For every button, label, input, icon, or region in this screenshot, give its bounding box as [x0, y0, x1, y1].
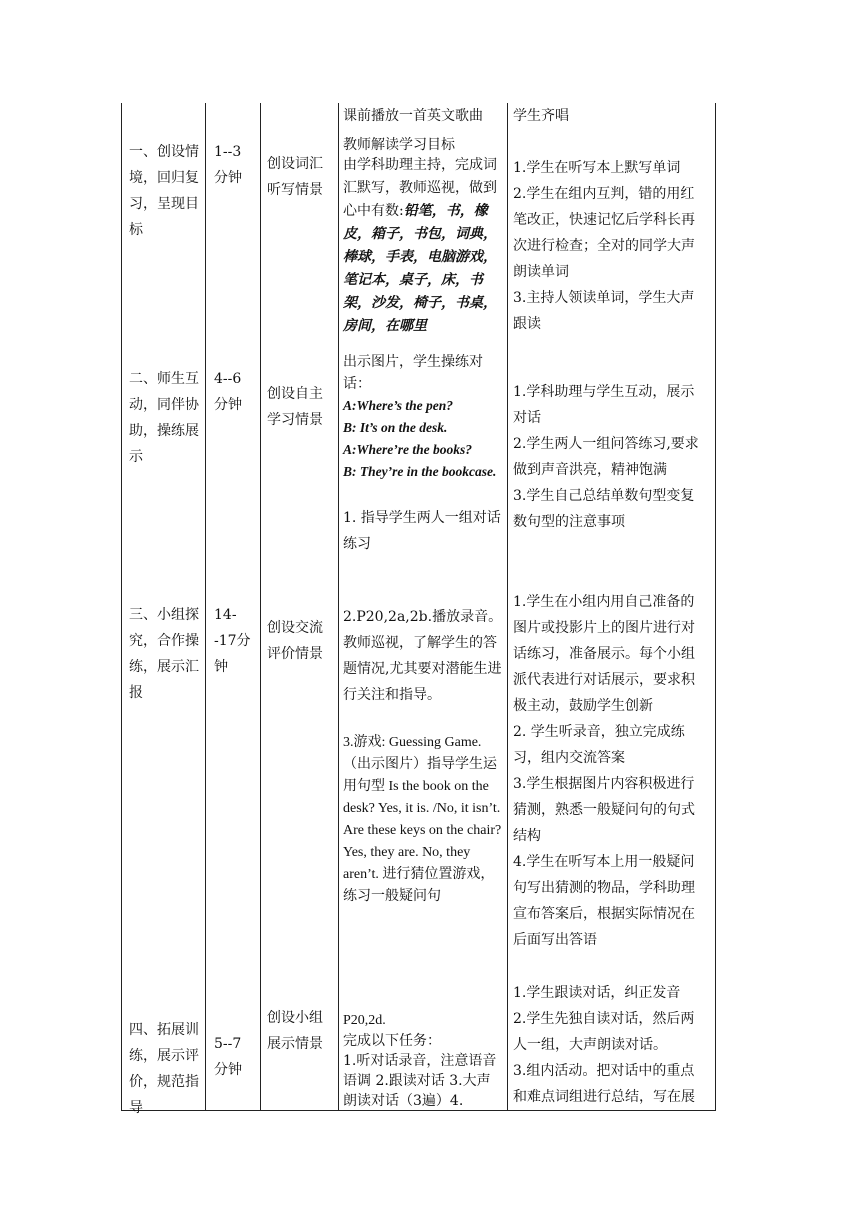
row4-student — [513, 980, 708, 1110]
column-divider-1 — [205, 103, 206, 1111]
row3-scenario-text: 创设交流评价情景 — [267, 620, 323, 662]
teacher-step-3: 3.游戏: Guessing Game.（出示图片）指导学生运用句型 Is the book on the desk? Yes, it is. /No, it isn’t. — [343, 735, 501, 816]
row4-time — [214, 1031, 254, 1083]
row4-scenario — [267, 1005, 333, 1057]
goal-text: 教师解读学习目标 — [343, 137, 455, 153]
teacher-ref: P20,2d. — [343, 1013, 386, 1028]
vocab-paragraph — [343, 154, 503, 338]
row4-student-item: 3.组内活动。把对话中的重点和难点词组进行总结，写在展 — [513, 1063, 695, 1105]
table-border-right — [715, 103, 716, 1111]
row2-scenario — [267, 381, 333, 433]
row1-stage-text: 一、创设情境，回归复习，呈现目标 — [129, 144, 199, 238]
dialog-intro: 出示图片，学生操练对话： — [343, 354, 483, 392]
row4-stage-text: 四、拓展训练，展示评价，规范指导 — [129, 1022, 199, 1116]
row3-student-item: 1.学生在小组内用自己准备的图片或投影片上的图片进行对话练习，准备展示。每个小组派代表进行对话展示，要求积极主动，鼓励学生创新 — [513, 594, 695, 714]
row3-stage-text: 三、小组探究，合作操练，展示汇报 — [129, 607, 199, 701]
row3-student-item: 3.学生根据图片内容积极进行猜测，熟悉一般疑问句的句式结构 — [513, 776, 695, 844]
row4-time-text: 5--7分钟 — [214, 1036, 242, 1078]
student-sing-text: 学生齐唱 — [513, 108, 569, 124]
row3-time-text: 14--17分钟 — [214, 607, 251, 675]
row1-stage — [129, 139, 205, 243]
row2-time — [214, 366, 254, 418]
row3-time — [214, 602, 254, 680]
row3-student — [513, 589, 708, 953]
dialog-line: B: It’s on the desk. — [343, 420, 448, 435]
dialog-line: A:Where’re the books? — [343, 442, 472, 457]
dialog-line: A:Where’s the pen? — [343, 398, 453, 413]
row2-student-item: 3.学生自己总结单数句型变复数句型的注意事项 — [513, 488, 695, 530]
teacher-steps: 1.听对话录音，注意语音语调 2.跟读对话 3.大声朗读对话（3遍）4. — [343, 1053, 497, 1109]
row2-teacher — [343, 351, 503, 557]
row1-student-item: 1.学生在听写本上默写单词 — [513, 160, 681, 176]
intro-song-text: 课前播放一首英文歌曲 — [343, 108, 483, 124]
row3-student-item: 4.学生在听写本上用一般疑问句写出猜测的物品，学科助理宣布答案后，根据实际情况在后面写出答语 — [513, 854, 695, 948]
row1-scenario-text: 创设词汇听写情景 — [267, 156, 323, 198]
dialog-line: B: They’re in the bookcase. — [343, 464, 497, 479]
teacher-step-3-cont: Are these keys on the chair? Yes, they are. No, they aren’t. 进行猜位置游戏，练习一般疑问句 — [343, 823, 502, 904]
row2-student-item: 1.学科助理与学生互动，展示对话 — [513, 384, 695, 426]
row1-time — [214, 139, 254, 191]
table-border-left — [121, 103, 122, 1111]
row3-student-item: 2. 学生听录音，独立完成练习，组内交流答案 — [513, 724, 685, 766]
teacher-task: 完成以下任务： — [343, 1033, 441, 1049]
row1-teacher — [343, 103, 503, 338]
row1-time-text: 1--3分钟 — [214, 144, 242, 186]
column-divider-3 — [338, 103, 339, 1111]
guide-text: 1. 指导学生两人一组对话练习 — [343, 510, 501, 552]
column-divider-2 — [260, 103, 261, 1111]
row3-teacher — [343, 604, 503, 908]
row2-student-item: 2.学生两人一组问答练习,要求做到声音洪亮，精神饱满 — [513, 436, 699, 478]
row2-student — [513, 379, 708, 535]
row2-stage — [129, 366, 205, 470]
row4-teacher — [343, 1011, 503, 1111]
row1-student-item: 2.学生在组内互判，错的用红笔改正，快速记忆后学科长再次进行检查；全对的同学大声朗读单词 — [513, 186, 695, 280]
row1-student — [513, 103, 708, 337]
column-divider-4 — [507, 103, 508, 1111]
row1-scenario — [267, 151, 333, 203]
row2-scenario-text: 创设自主学习情景 — [267, 386, 323, 428]
row4-scenario-text: 创设小组展示情景 — [267, 1010, 323, 1052]
row2-stage-text: 二、师生互动，同伴协助，操练展示 — [129, 371, 199, 465]
row4-student-item: 2.学生先独自读对话，然后两人一组，大声朗读对话。 — [513, 1011, 695, 1053]
teacher-step-2: 2.P20,2a,2b.播放录音。教师巡视，了解学生的答题情况,尤其要对潜能生进行关注和指导。 — [343, 609, 503, 703]
row1-student-item: 3.主持人领读单词，学生大声跟读 — [513, 290, 695, 332]
row3-stage — [129, 602, 205, 706]
row2-time-text: 4--6分钟 — [214, 371, 242, 413]
row4-student-item: 1.学生跟读对话，纠正发音 — [513, 985, 681, 1001]
vocab-words: 铅笔，书，橡皮，箱子，书包，词典，棒球，手表，电脑游戏，笔记本，桌子，床，书架，沙发，椅子，书桌，房间，在哪里 — [343, 203, 497, 334]
row4-stage — [129, 1017, 205, 1121]
vocab-desc: 由学科助理主持，完成词汇默写，教师巡视，做到心中有数: — [343, 157, 497, 219]
row3-scenario — [267, 615, 333, 667]
lesson-plan-table — [121, 103, 716, 1116]
